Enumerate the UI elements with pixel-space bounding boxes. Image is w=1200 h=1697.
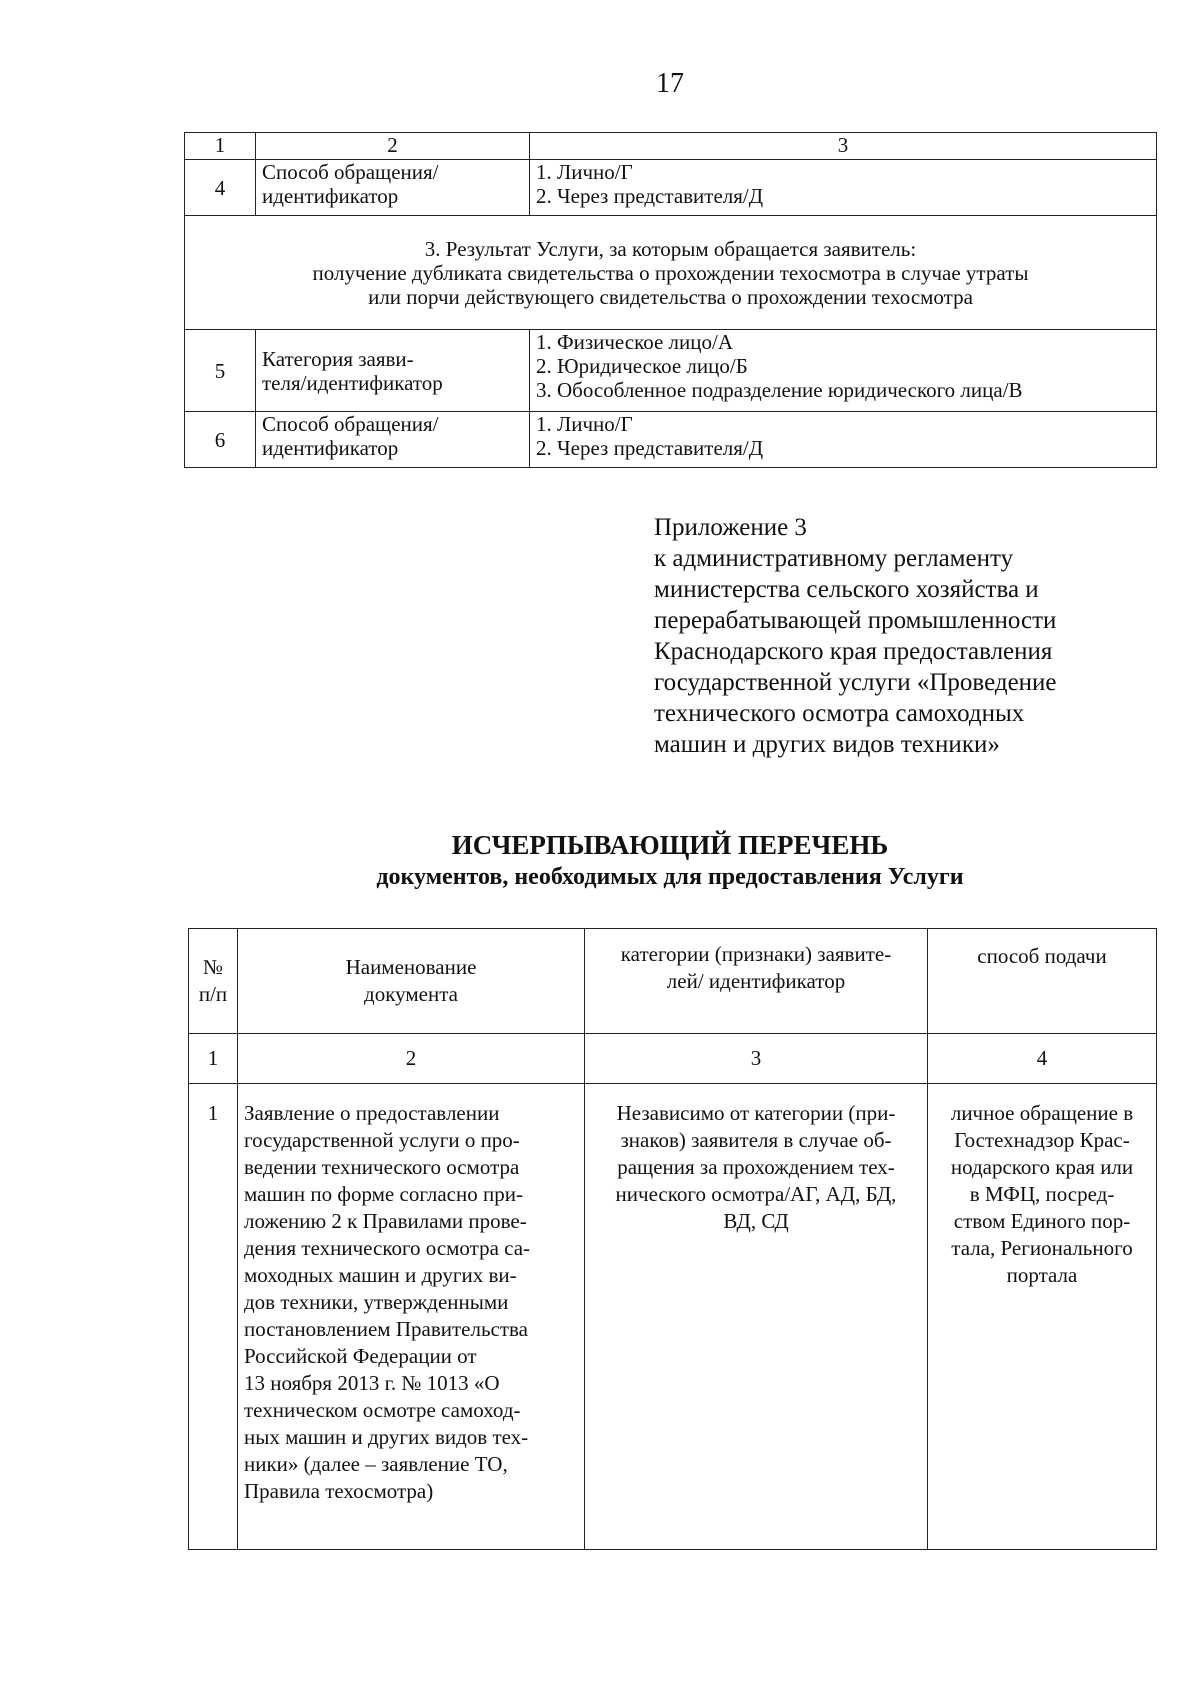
table-row [189, 1084, 1157, 1550]
text-line: постановлением Правительства [244, 1317, 529, 1341]
header-cell-3: 3 [530, 133, 1157, 160]
header-cell-1: 1 [185, 133, 256, 160]
column-number: 4 [928, 1034, 1157, 1084]
text-line: тала, Регионального [951, 1236, 1133, 1260]
continuation-table [184, 132, 1157, 468]
label-line: теля/идентификатор [262, 370, 443, 395]
option-line: 1. Лично/Г [536, 412, 633, 436]
option-line: 1. Физическое лицо/А [536, 330, 734, 354]
header-line: лей/ идентификатор [666, 969, 846, 993]
text-line: ники» (далее – заявление ТО, [244, 1452, 508, 1476]
section-line: получение дубликата свидетельства о прохождении техосмотра в случае утраты [312, 260, 1029, 285]
header-line: № [202, 955, 224, 979]
table-header-row [189, 929, 1157, 1034]
row-options [530, 160, 1157, 216]
label-line: идентификатор [262, 436, 399, 460]
section-heading [185, 216, 1157, 330]
text-line: техническом осмотре самоход- [244, 1398, 521, 1422]
text-line: ством Единого пор- [953, 1209, 1131, 1233]
column-number-row [189, 1034, 1157, 1084]
text-line: личное обращение в [950, 1101, 1134, 1125]
text-line: нодарского края или [950, 1155, 1134, 1179]
text-line: в МФЦ, посред- [969, 1182, 1115, 1206]
text-line: ложению 2 к Правилами прове- [244, 1209, 527, 1233]
submission-method-cell [928, 1084, 1157, 1550]
text-line: Российской Федерации от [244, 1344, 477, 1368]
header-line: Наименование [345, 955, 477, 979]
text-line: ных машин и других видов тех- [244, 1425, 529, 1449]
header-cell-2: 2 [256, 133, 530, 160]
annex-line: Приложение 3 [654, 514, 807, 541]
annex-line: государственной услуги «Проведение [654, 669, 1057, 696]
documents-table [188, 928, 1157, 1550]
annex-line: Краснодарского края предоставления [654, 638, 1053, 665]
header-line: способ подачи [977, 944, 1107, 968]
label-line: идентификатор [262, 184, 399, 208]
row-number: 5 [185, 330, 256, 412]
header-number [189, 929, 238, 1034]
table-header-row [185, 133, 1157, 160]
document-name-cell [238, 1084, 585, 1550]
table-row [185, 160, 1157, 216]
annex-note [654, 512, 1174, 760]
text-line: портала [1006, 1263, 1078, 1287]
row-options [530, 330, 1157, 412]
document-subtitle: документов, необходимых для предоставления Услуги [376, 864, 964, 890]
row-number: 4 [185, 160, 256, 216]
text-line: ращения за прохождением тех- [617, 1155, 895, 1179]
annex-line: технического осмотра самоходных [654, 700, 1025, 727]
column-number: 2 [238, 1034, 585, 1084]
text-line: 13 ноября 2013 г. № 1013 «О [244, 1371, 500, 1395]
text-line: знаков) заявителя в случае об- [620, 1128, 892, 1152]
annex-line: машин и других видов техники» [654, 731, 1000, 758]
text-line: моходных машин и других ви- [244, 1263, 517, 1287]
option-line: 2. Юридическое лицо/Б [536, 354, 748, 378]
text-line: Гостехнадзор Крас- [954, 1128, 1130, 1152]
option-line: 2. Через представителя/Д [536, 184, 764, 208]
text-line: Заявление о предоставлении [244, 1101, 500, 1125]
applicant-category-cell [585, 1084, 928, 1550]
table-row [185, 330, 1157, 412]
annex-line: министерства сельского хозяйства и [654, 576, 1039, 603]
annex-line: к административному регламенту [654, 545, 1014, 572]
document-title: ИСЧЕРПЫВАЮЩИЙ ПЕРЕЧЕНЬ [451, 830, 889, 860]
header-name [238, 929, 585, 1034]
option-line: 1. Лично/Г [536, 160, 633, 184]
text-line: дения технического осмотра са- [244, 1236, 531, 1260]
option-line: 3. Обособленное подразделение юридического лица/В [536, 378, 1023, 402]
label-line: Способ обращения/ [262, 160, 439, 184]
row-number: 6 [185, 412, 256, 468]
text-line: ВД, СД [723, 1209, 789, 1233]
label-line: Категория заяви- [262, 346, 414, 371]
text-line: государственной услуги о про- [244, 1128, 520, 1152]
header-category [585, 929, 928, 1034]
page-number: 17 [656, 68, 684, 99]
annex-line: перерабатывающей промышленности [654, 607, 1057, 634]
row-label [256, 412, 530, 468]
section-line: или порчи действующего свидетельства о прохождении техосмотра [368, 284, 973, 309]
column-number: 3 [585, 1034, 928, 1084]
text-line: Независимо от категории (при- [616, 1101, 896, 1125]
text-line: ведении технического осмотра [244, 1155, 520, 1179]
text-line: машин по форме согласно при- [244, 1182, 523, 1206]
option-line: 2. Через представителя/Д [536, 436, 764, 460]
row-label [256, 330, 530, 412]
section-row [185, 216, 1157, 330]
text-line: дов техники, утвержденными [244, 1290, 509, 1314]
header-line: документа [364, 982, 458, 1006]
header-line: п/п [198, 982, 228, 1006]
label-line: Способ обращения/ [262, 412, 439, 436]
row-label [256, 160, 530, 216]
section-line: 3. Результат Услуги, за которым обращается заявитель: [424, 236, 917, 261]
text-line: Правила техосмотра) [244, 1479, 434, 1503]
table-row [185, 412, 1157, 468]
column-number: 1 [189, 1034, 238, 1084]
header-method [928, 929, 1157, 1034]
row-number: 1 [189, 1084, 238, 1550]
text-line: нического осмотра/АГ, АД, БД, [615, 1182, 897, 1206]
row-options [530, 412, 1157, 468]
header-line: категории (признаки) заявите- [620, 942, 892, 966]
